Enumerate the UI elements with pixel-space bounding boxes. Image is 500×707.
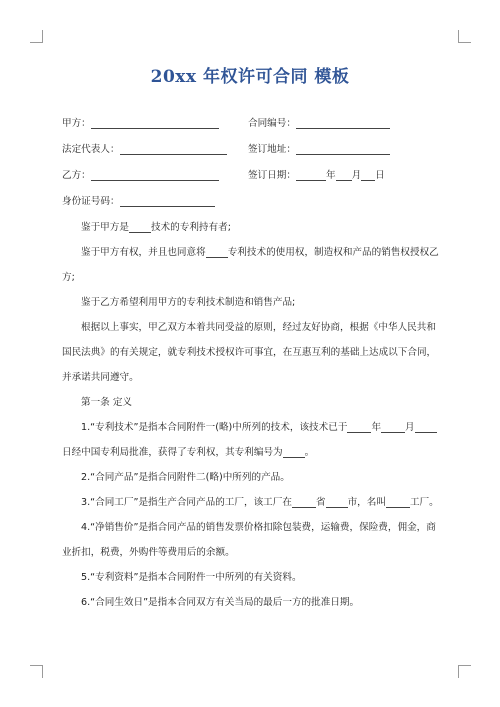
patent-tech-blank[interactable] (206, 244, 228, 258)
legal-rep-blank[interactable] (120, 140, 227, 155)
id-no-blank[interactable] (120, 192, 215, 207)
article-1-heading: 第一条 定义 (81, 397, 133, 408)
sign-month-blank[interactable] (336, 166, 352, 181)
paragraph-recital-1: 鉴于甲方是 技术的专利持有者; (62, 215, 442, 240)
field-row-id-no (62, 189, 442, 215)
legal-rep-label: 法定代表人： (62, 144, 120, 155)
patent-no-blank[interactable] (283, 444, 305, 458)
paragraph-basis: 根据以上事实，甲乙双方本着共同受益的原则，经过友好协商，根据《中华人民共和国民法典》的有关规定，就专利技术授权许可事宜，在互惠互利的基础上达成以下合同，并承诺共同遵守。 (62, 322, 437, 383)
crop-mark-top-right (458, 30, 471, 43)
paragraph-recital-2: 鉴于甲方有权，并且也同意将 专利技术的使用权，制造权和产品的销售权授权乙方; (62, 240, 442, 290)
sign-place-label: 签订地址： (248, 144, 296, 155)
crop-mark-bottom-right (458, 665, 471, 678)
definition-1: 1.“专利技术”是指本合同附件一(略)中所列的技术，该技术已于 年 月日经中国专利局批准，获得了专利权，其专利编号为 。 (62, 415, 442, 465)
id-no-label: 身份证号码： (62, 196, 120, 207)
definition-4: 4.“净销售价”是指合同产品的销售发票价格扣除包装费，运输费，保险费，佣金，商业折扣，税费，外购件等费用后的余额。 (62, 522, 436, 558)
contract-no-blank[interactable] (296, 114, 390, 129)
sign-place-blank[interactable] (296, 140, 390, 155)
party-a-blank[interactable] (91, 114, 219, 129)
field-row-party-b (62, 163, 442, 189)
paragraph-recital-3: 鉴于乙方希望利用甲方的专利技术制造和销售产品; (81, 297, 296, 308)
sign-day-blank[interactable] (361, 166, 375, 181)
definition-5: 5.“专利资料”是指本合同附件一中所列的有关资料。 (81, 572, 302, 583)
grant-month-blank[interactable] (381, 419, 405, 433)
party-b-label: 乙方： (62, 170, 91, 181)
grant-year-blank[interactable] (347, 419, 371, 433)
day-label: 日 (375, 170, 385, 181)
document-title: 20xx 年权许可合同 模板 (150, 67, 350, 87)
year-label: 年 (325, 170, 336, 181)
field-row-party-a (62, 111, 442, 137)
crop-mark-top-left (30, 30, 43, 43)
crop-mark-bottom-left (30, 665, 43, 678)
definition-6: 6.“合同生效日”是指本合同双方有关当局的最后一方的批准日期。 (81, 597, 360, 608)
province-blank[interactable] (292, 494, 316, 508)
city-blank[interactable] (326, 494, 348, 508)
tech-name-blank[interactable] (129, 219, 151, 233)
party-a-label: 甲方： (62, 118, 91, 129)
factory-name-blank[interactable] (386, 494, 410, 508)
definition-3: 3.“合同工厂”是指生产合同产品的工厂，该工厂在 省 市，名叫 工厂。 (62, 490, 442, 515)
field-row-legal-rep (62, 137, 442, 163)
sign-year-blank[interactable] (296, 166, 326, 181)
sign-date-label: 签订日期： (248, 170, 296, 181)
contract-no-label: 合同编号： (248, 118, 296, 129)
document-body (62, 111, 442, 615)
party-b-blank[interactable] (91, 166, 219, 181)
month-label: 月 (351, 170, 362, 181)
definition-2: 2.“合同产品”是指合同附件二(略)中所列的产品。 (81, 472, 290, 483)
grant-day-blank[interactable] (415, 419, 437, 433)
